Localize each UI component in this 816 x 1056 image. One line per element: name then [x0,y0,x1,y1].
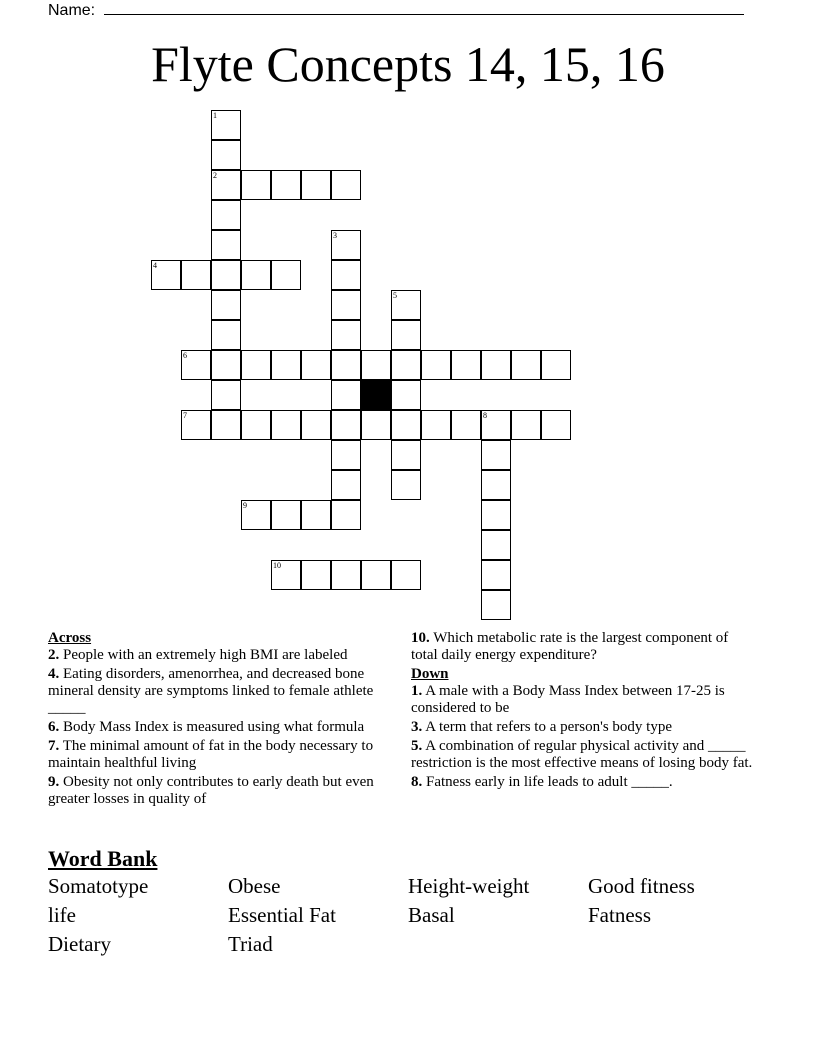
clue-number: 9 [243,501,247,510]
crossword-cell[interactable] [181,410,211,440]
clue-number: 1 [213,111,217,120]
crossword-cell[interactable] [181,260,211,290]
crossword-cell[interactable] [151,260,181,290]
crossword-cell[interactable] [331,440,361,470]
crossword-cell[interactable] [481,560,511,590]
crossword-cell[interactable] [271,170,301,200]
crossword-cell[interactable] [391,470,421,500]
crossword-cell[interactable] [541,410,571,440]
crossword-black-cell [361,380,391,410]
name-label: Name: [48,2,100,19]
crossword-cell[interactable] [481,590,511,620]
clue-across-4: 4. Eating disorders, amenorrhea, and decreased bone mineral density are symptoms linked to female athlete _____ [48,666,374,716]
crossword-cell[interactable] [241,500,271,530]
crossword-cell[interactable] [301,350,331,380]
crossword-cell[interactable] [301,170,331,200]
crossword-cell[interactable] [481,440,511,470]
clue-across-10: 10. Which metabolic rate is the largest component of total daily energy expenditure? [411,630,729,663]
crossword-cell[interactable] [511,350,541,380]
clue-number: 10 [273,561,281,570]
crossword-cell[interactable] [211,170,241,200]
crossword-cell[interactable] [241,170,271,200]
crossword-cell[interactable] [301,560,331,590]
crossword-cell[interactable] [331,170,361,200]
clue-across-6: 6. Body Mass Index is measured using what formula [48,719,365,735]
crossword-cell[interactable] [211,410,241,440]
crossword-cell[interactable] [331,410,361,440]
word-bank-item: Height-weight [408,874,530,898]
crossword-cell[interactable] [271,500,301,530]
crossword-cell[interactable] [211,380,241,410]
crossword-cell[interactable] [211,320,241,350]
clue-down-8: 8. Fatness early in life leads to adult _____. [411,774,673,790]
crossword-cell[interactable] [391,410,421,440]
word-bank-item: Fatness [588,903,651,927]
clue-down-3: 3. A term that refers to a person's body type [411,719,672,735]
crossword-cell[interactable] [331,560,361,590]
crossword-cell[interactable] [421,410,451,440]
crossword-cell[interactable] [511,410,541,440]
word-bank-item: Dietary [48,932,111,956]
crossword-cell[interactable] [331,290,361,320]
clue-down-5: 5. A combination of regular physical activity and _____ restriction is the most effective means of losing body fat. [411,738,753,771]
crossword-cell[interactable] [361,410,391,440]
crossword-cell[interactable] [451,350,481,380]
crossword-cell[interactable] [211,200,241,230]
crossword-cell[interactable] [271,410,301,440]
crossword-cell[interactable] [481,350,511,380]
crossword-cell[interactable] [391,290,421,320]
crossword-cell[interactable] [391,350,421,380]
crossword-cell[interactable] [271,560,301,590]
crossword-cell[interactable] [271,350,301,380]
clue-number: 8 [483,411,487,420]
crossword-cell[interactable] [331,470,361,500]
crossword-cell[interactable] [211,260,241,290]
crossword-cell[interactable] [481,500,511,530]
word-bank-item: Obese [228,874,281,898]
crossword-cell[interactable] [241,260,271,290]
down-heading: Down [411,666,449,682]
crossword-cell[interactable] [271,260,301,290]
word-bank [48,874,768,957]
word-bank-title: Word Bank [48,846,158,871]
word-bank-item: Good fitness [588,874,695,898]
clues-right-column [411,630,756,793]
crossword-cell[interactable] [211,110,241,140]
clue-number: 2 [213,171,217,180]
crossword-cell[interactable] [481,530,511,560]
word-bank-item: Somatotype [48,874,149,898]
crossword-cell[interactable] [481,410,511,440]
word-bank-item: Basal [408,903,455,927]
crossword-cell[interactable] [391,380,421,410]
crossword-cell[interactable] [211,290,241,320]
page-title: Flyte Concepts 14, 15, 16 [151,36,665,92]
crossword-cell[interactable] [391,560,421,590]
across-heading: Across [48,630,92,646]
crossword-cell[interactable] [331,350,361,380]
crossword-cell[interactable] [211,350,241,380]
clue-number: 5 [393,291,397,300]
crossword-cell[interactable] [331,500,361,530]
crossword-cell[interactable] [241,410,271,440]
clue-number: 6 [183,351,187,360]
clues-across [48,630,400,810]
word-bank-item: Essential Fat [228,903,336,927]
crossword-cell[interactable] [301,410,331,440]
clue-across-7: 7. The minimal amount of fat in the body necessary to maintain healthful living [48,738,374,771]
crossword-cell[interactable] [211,140,241,170]
crossword-cell[interactable] [481,470,511,500]
word-bank-item: life [48,903,76,927]
crossword-cell[interactable] [391,320,421,350]
crossword-cell[interactable] [391,440,421,470]
crossword-cell[interactable] [331,380,361,410]
clue-number: 3 [333,231,337,240]
crossword-cell[interactable] [331,230,361,260]
clue-across-9: 9. Obesity not only contributes to early death but even greater losses in quality of [48,774,374,807]
crossword-cell[interactable] [451,410,481,440]
word-bank-item: Triad [228,932,273,956]
crossword-cell[interactable] [361,350,391,380]
clue-across-2: 2. People with an extremely high BMI are labeled [48,647,348,663]
crossword-cell[interactable] [421,350,451,380]
crossword-cell[interactable] [301,500,331,530]
crossword-cell[interactable] [211,230,241,260]
crossword-cell[interactable] [241,350,271,380]
crossword-cell[interactable] [361,560,391,590]
crossword-cell[interactable] [541,350,571,380]
clue-number: 7 [183,411,187,420]
clue-down-1: 1. A male with a Body Mass Index between 17-25 is considered to be [411,683,725,716]
crossword-cell[interactable] [331,320,361,350]
crossword-cell[interactable] [181,350,211,380]
crossword-cell[interactable] [331,260,361,290]
clue-number: 4 [153,261,157,270]
